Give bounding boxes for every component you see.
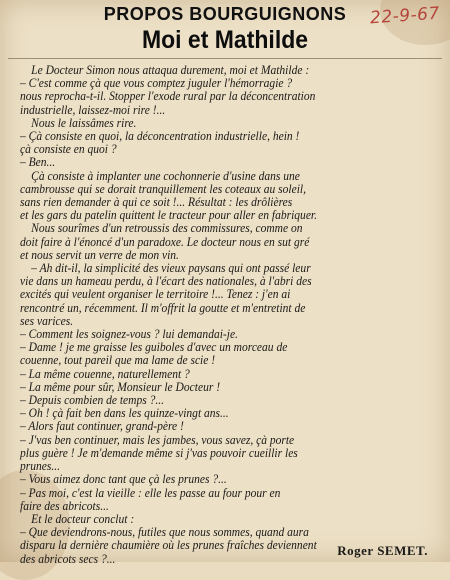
author-signature: Roger SEMET. [337,543,428,558]
article-line: disparu la dernière chaumière où les prunes fraîches deviennent [20,538,317,553]
article-line: faire des abricots... [20,498,109,513]
handwritten-date: 22-9-67 [369,3,441,29]
article-line: excités qui veulent organiser le territoire !... Tenez : j'en ai [20,287,291,302]
article-line: – Que deviendrons-nous, futiles que nous sommes, quand aura [20,525,309,540]
article-line: sans rien demander à qui ce soit !... Résultat : les drôlières [20,195,293,210]
article-line: – Pas moi, c'est la vieille : elle les passe au four pour en [20,485,281,500]
column-kicker: PROPOS BOURGUIGNONS [103,4,347,24]
article-line: – Çà consiste en quoi, la déconcentration industrielle, hein ! [20,129,300,144]
article-line: – C'est comme çà que vous comptez juguler l'hémorragie ? [20,76,293,91]
article-title: Moi et Mathilde [141,26,309,54]
article-line: Et le docteur conclut : [31,511,135,526]
article-line: et les gars du patelin quittent le tracteur pour aller en fabriquer. [20,208,318,223]
article-body [20,64,418,566]
article-line: couenne, tout pareil que ma lame de scie ! [20,353,216,368]
article-line: cambrousse qui se dorait tranquillement les coteaux au soleil, [20,181,307,196]
article-line: – Ben... [20,155,56,170]
article-line: nous reprocha-t-il. Stopper l'exode rural par la déconcentration [20,89,316,104]
article-line: – Depuis combien de temps ?... [20,393,165,408]
title-rule [8,58,442,59]
article-line: – La même pour sûr, Monsieur le Docteur ! [20,379,221,394]
article-line: – Dame ! je me graisse les guiboles d'avec un morceau de [20,340,288,355]
article-line: plus guère ! Je m'demande même si j'vas pouvoir cueillir les [20,445,298,460]
article-line: et nous servit un verre de mon vin. [20,247,179,262]
article-line: des abricots secs ?... [20,551,116,566]
article-line: – La même couenne, naturellement ? [20,366,190,381]
article-line: – J'vas ben continuer, mais les jambes, vous savez, çà porte [20,432,295,447]
article-line: doit faire à l'énoncé d'un paradoxe. Le docteur nous en sut gré [20,234,310,249]
article-line: ses varices. [20,313,74,328]
article-line: – Vous aimez donc tant que çà les prunes ?... [20,472,227,487]
article-line: industrielle, laissez-moi rire !... [20,102,166,117]
article-line: Nous sourîmes d'un retroussis des commissures, comme on [31,221,303,236]
article-line: vie dans un hameau perdu, à l'écart des nationales, à l'abri des [20,274,312,289]
article-line: çà consiste en quoi ? [20,142,117,157]
article-line: – Comment les soignez-vous ? lui demandai-je. [20,327,238,342]
article-line: Le Docteur Simon nous attaqua durement, moi et Mathilde : [31,63,310,77]
article-line: rencontré un, récemment. Il m'offrit la goutte et m'entretint de [20,300,306,315]
article-line: prunes... [20,459,61,474]
article-line: – Ah dit-il, la simplicité des vieux paysans qui ont passé leur [31,261,311,276]
article-line: Çà consiste à implanter une cochonnerie d'usine dans une [31,168,300,183]
article-line: – Oh ! çà fait ben dans les quinze-vingt ans... [20,406,229,421]
article-line: Nous le laissâmes rire. [31,115,137,130]
article-line: – Alors faut continuer, grand-père ! [20,419,184,434]
